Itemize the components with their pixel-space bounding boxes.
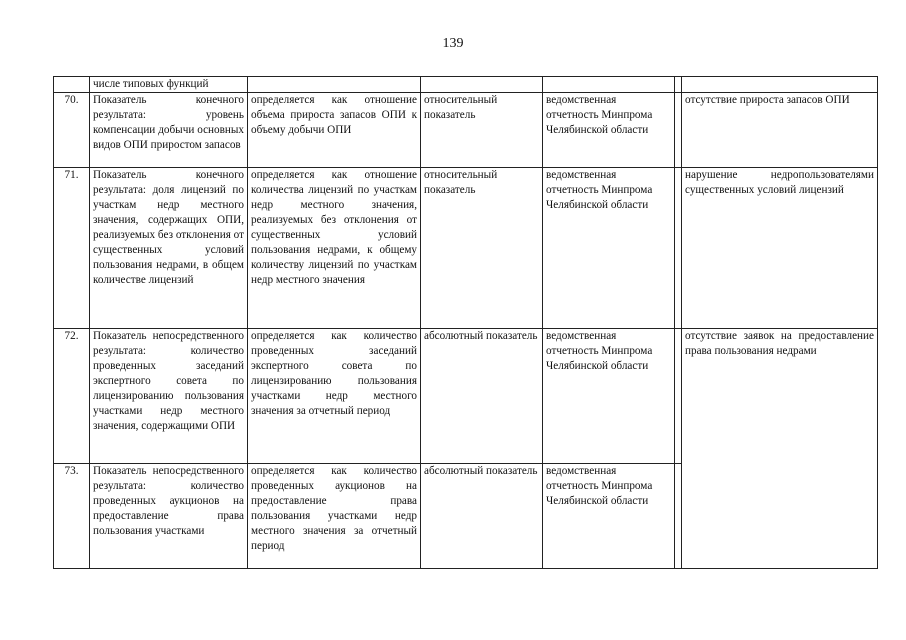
page-number: 139: [442, 36, 464, 51]
cell-indicator: Показатель конечного результата: уровень компенсации добычи основных видов ОПИ приростом запасов: [90, 93, 248, 168]
cell-source: ведомственная отчетность Минпрома Челябинской области: [543, 168, 675, 329]
cell-method: определяется как количество проведенных аукционов на предоставление права пользования участками недр местного значения за отчетный период: [248, 464, 421, 569]
table-row: [54, 464, 878, 569]
cell-num: 73.: [54, 464, 90, 569]
cell-gap: [675, 464, 682, 569]
cell-indicator: Показатель непосредственного результата: количество проведенных аукционов на предоставление права пользования участками: [90, 464, 248, 569]
cell-condition: нарушение недропользователями существенных условий лицензий: [682, 168, 878, 329]
table-row: [54, 168, 878, 329]
cell-gap: [675, 77, 682, 93]
cell-source: ведомственная отчетность Минпрома Челябинской области: [543, 464, 675, 569]
cell-indicator: Показатель непосредственного результата: количество проведенных заседаний экспертного совета по лицензированию пользования участками недр местного значения, содержащими ОПИ: [90, 329, 248, 464]
indicators-table: [53, 76, 878, 569]
cell-gap: [675, 93, 682, 168]
cell-condition: [682, 464, 878, 569]
cell-gap: [675, 329, 682, 464]
cell-type: абсолютный показатель: [421, 329, 543, 464]
cell-source: [543, 77, 675, 93]
cell-condition: отсутствие заявок на предоставление права пользования недрами: [682, 329, 878, 464]
table-row-continuation: [54, 77, 878, 93]
cell-condition: [682, 77, 878, 93]
cell-method: определяется как отношение объема прироста запасов ОПИ к объему добычи ОПИ: [248, 93, 421, 168]
table-row: [54, 329, 878, 464]
cell-num: 71.: [54, 168, 90, 329]
cell-source: ведомственная отчетность Минпрома Челябинской области: [543, 329, 675, 464]
cell-type: относительный показатель: [421, 93, 543, 168]
cell-method: определяется как отношение количества лицензий по участкам недр местного значения, реализуемых без отклонения от существенных условий пользования недрами, к общему количеству лицензий по участкам недр местного значения: [248, 168, 421, 329]
cell-method: [248, 77, 421, 93]
cell-gap: [675, 168, 682, 329]
cell-method: определяется как количество проведенных заседаний экспертного совета по лицензированию пользования участками недр местного значения за отчетный период: [248, 329, 421, 464]
cell-num: [54, 77, 90, 93]
cell-indicator: числе типовых функций: [90, 77, 248, 93]
cell-type: [421, 77, 543, 93]
cell-type: абсолютный показатель: [421, 464, 543, 569]
cell-num: 70.: [54, 93, 90, 168]
cell-source: ведомственная отчетность Минпрома Челябинской области: [543, 93, 675, 168]
cell-num: 72.: [54, 329, 90, 464]
table-row: [54, 93, 878, 168]
cell-type: относительный показатель: [421, 168, 543, 329]
cell-indicator: Показатель конечного результата: доля лицензий по участкам недр местного значения, содержащих ОПИ, реализуемых без отклонения от существенных условий пользования недрами, в общем количестве лицензий: [90, 168, 248, 329]
cell-condition: отсутствие прироста запасов ОПИ: [682, 93, 878, 168]
